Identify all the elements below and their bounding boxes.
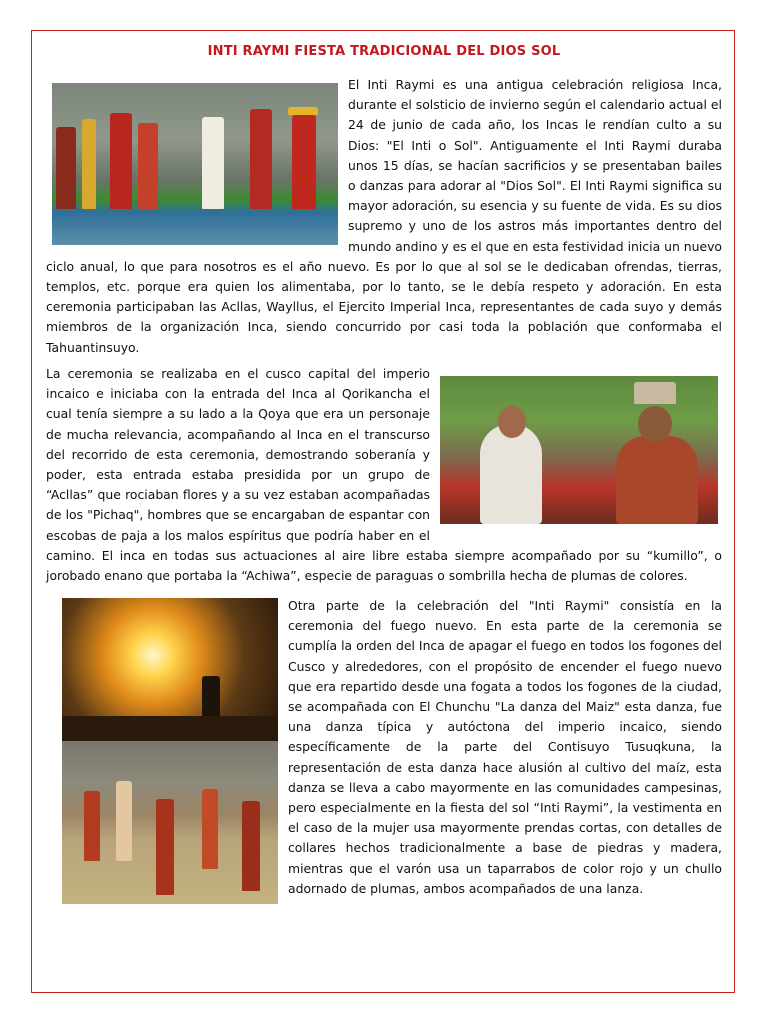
paragraph-3: Otra parte de la celebración del "Inti Raymi" consistía en la ceremonia del fuego nuevo. En esta parte de la ceremonia se cumplía la orden del Inca de apagar el fuego en todos los fogones del Cusco y alrededores, con el propósito de encender el fuego nuevo que era repartido desde una fogata a todos los fogones de la ciudad, se acompañada con El Chunchu "La danza del Maiz" esta danza, fue una danza típica y autóctona del imperio incaico, siendo específicamente de la parte del Contisuyo Tusuqkuna, la representación de esta danza hace alusión al cultivo del maíz, esta danza se lleva a cabo mayormente en las comunidades campesinas, pero especialmente en la fiesta del sol “Inti Raymi”, la vestimenta en el caso de la mujer usa mayormente prendas cortas, con detalles de collares hechos tradicionalmente a base de piedras y madera, mientras que el varón usa un taparrabos de color rojo y un chullo adornado de plumas, ambos acompañados de una lanza. [288, 598, 722, 896]
photo-new-fire-ceremony [62, 598, 278, 741]
photo-maize-dance [62, 741, 278, 904]
photo-inca-and-qoya [440, 376, 718, 524]
photo-inca-procession [52, 83, 338, 245]
document-title: INTI RAYMI FIESTA TRADICIONAL DEL DIOS SOL [207, 44, 561, 59]
paragraph-2: La ceremonia se realizaba en el cusco capital del imperio incaico e iniciaba con la entrada del Inca al Qorikancha el cual tenía siempre a su lado a la Qoya que era un personaje de mucha relevancia, acompañando al Inca en el transcurso del recorrido de esta ceremonia, demostrando soberanía y poder, esta entrada estaba presidida por un grupo de “Acllas” que rociaban flores y a su vez estaban acompañadas de los "Pichaq", hombres que se encargaban de espantar con escobas de paja a los malos espíritus que podría haber en el camino. El inca en todas sus actuaciones al aire libre estaba siempre acompañado por su “kumillo”, o jorobado enano que portaba la “Achiwa”, especie de paraguas o sombrilla hecha de plumas de colores. [46, 366, 722, 584]
section-1 [46, 75, 722, 358]
paragraph-1: El Inti Raymi es una antigua celebración religiosa Inca, durante el solsticio de invierno según el calendario actual el 24 de junio de cada año, los Incas le rendían culto a su Dios: "El Inti o Sol". Antiguamente el Inti Raymi duraba unos 15 días, se hacían sacrificios y se presentaban bailes o danzas para adorar al "Dios Sol". El Inti Raymi significa su mayor adoración, su esencia y su fuente de vida. Es su dios supremo y uno de los astros más importantes dentro del mundo andino y es el que en esta festividad inicia un nuevo ciclo anual, lo que para nosotros es el año nuevo. Es por lo que al sol se le dedicaban ofrendas, tierras, templos, etc. porque era quien los alimentaba, por lo tanto, se le debía respeto y adoración. En esta ceremonia participaban las Acllas, Wayllus, el Ejercito Imperial Inca, representantes de cada suyo y demás miembros de la organización Inca, siendo concurrido por casi toda la población que conformaba el Tahuantinsuyo. [46, 77, 722, 355]
section-3 [288, 596, 722, 899]
section-2 [46, 364, 722, 586]
photo-fire-and-dance [62, 598, 278, 904]
